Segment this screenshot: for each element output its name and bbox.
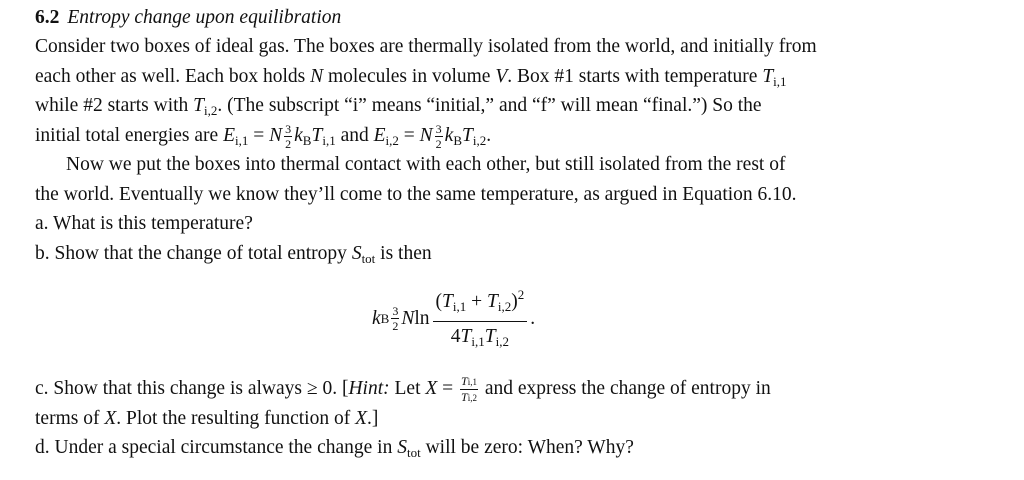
part-c-line2: terms of X. Plot the resulting function of X.]: [35, 408, 379, 429]
fraction-three-halves: $\frac{3}{2}$: [285, 122, 292, 152]
section-title: Entropy change upon equilibration: [67, 7, 342, 28]
part-b: b. Show that the change of total entropy $S_{tot}$ is then: [35, 243, 432, 266]
equation-denominator: $4T_{i,1}T_{i,2}$: [450, 326, 509, 349]
paragraph1-line2: each other as well. Each box holds N molecules in volume V. Box #1 starts with temperature $T_{i,1}$: [35, 66, 787, 89]
fraction-three-halves: $\frac{3}{2}$: [435, 122, 442, 152]
fraction-t-ratio: $\frac{Ti,1}{Ti,2}$: [461, 374, 477, 405]
part-c: c. Show that this change is always ≥ 0. [Hint: Let X = $\frac{Ti,1}{Ti,2}$ and express the change of entropy in: [35, 374, 771, 405]
fraction-three-halves: 3 2: [392, 304, 399, 333]
paragraph1-line3: while #2 starts with $T_{i,2}$. (The subscript “i” means “initial,” and “f” will mean “final.”) So the: [35, 95, 762, 118]
paragraph2-line1: Now we put the boxes into thermal contact with each other, but still isolated from the rest of: [66, 154, 786, 175]
equation-fraction: [433, 284, 528, 353]
section-heading: [35, 3, 1024, 32]
part-d: d. Under a special circumstance the change in $S_{tot}$ will be zero: When? Why?: [35, 437, 634, 460]
equation-numerator: $(T_{i,1} + T_{i,2})^2$: [433, 284, 528, 322]
entropy-equation: k B 3 2 N ln $\frac{(T_{i,1} + T_{i,2})^2}{4T_{i,1}T_{i,2}}$ .: [372, 284, 535, 353]
part-a: a. What is this temperature?: [35, 213, 253, 234]
section-number: 6.2: [35, 7, 60, 28]
paragraph2-line2: the world. Eventually we know they’ll come to the same temperature, as argued in Equation 6.10.: [35, 184, 797, 205]
paragraph1-line1: Consider two boxes of ideal gas. The boxes are thermally isolated from the world, and initially from: [35, 36, 817, 57]
paragraph1-line4: initial total energies are $E_{i,1} = N$ $\frac{3}{2}$ $k_BT_{i,1}$ and $E_{i,2} = N$ $\frac{3}{2}$ $k_BT_{i,2}$.: [35, 122, 492, 152]
